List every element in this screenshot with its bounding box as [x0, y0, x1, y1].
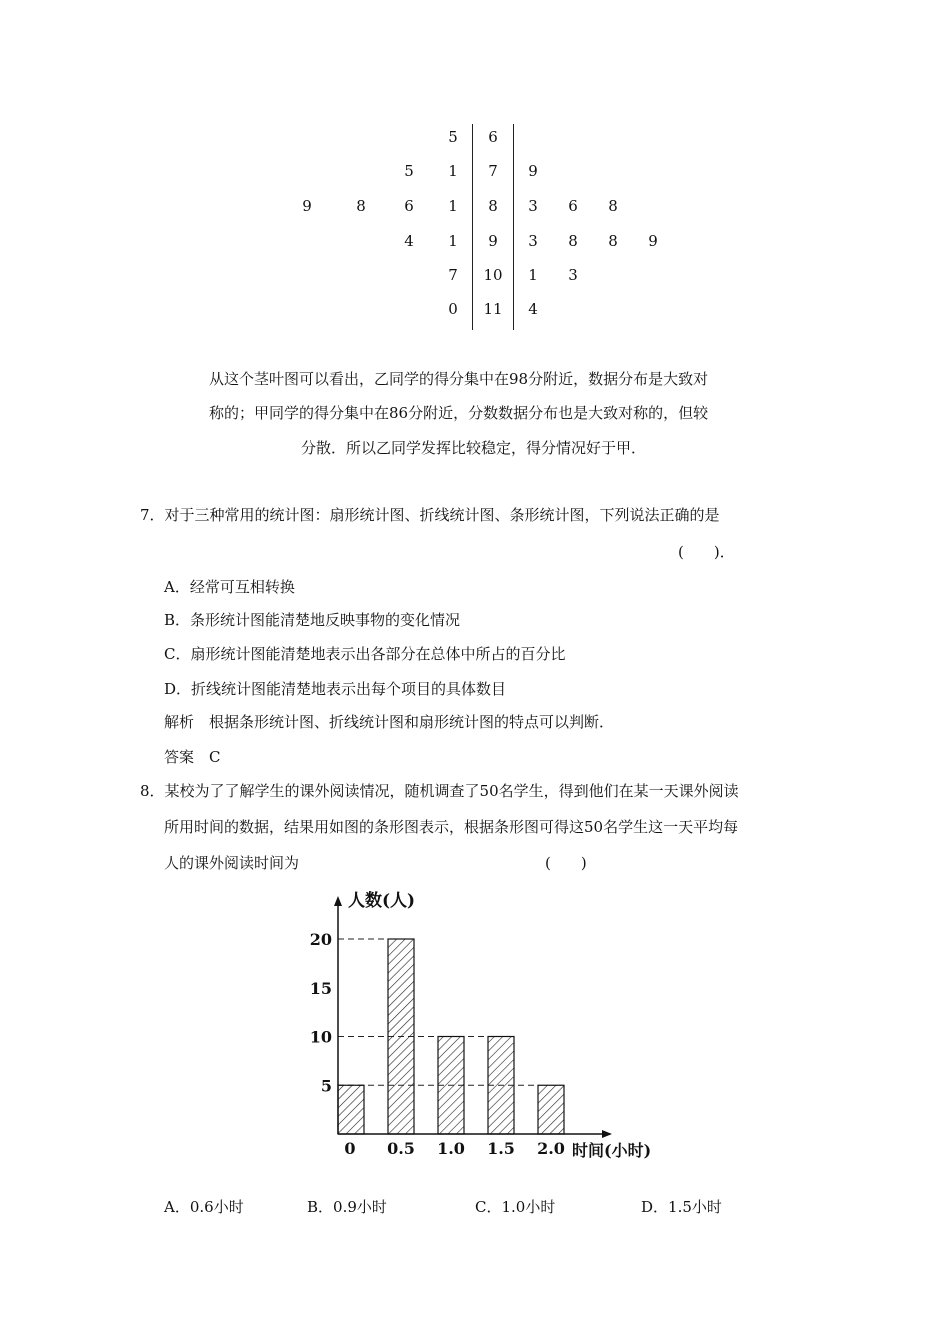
q7-option-a: A．经常可互相转换	[164, 578, 295, 596]
q8-line-3: 人的课外阅读时间为	[164, 854, 300, 872]
bar	[538, 1085, 564, 1134]
right-leaf: 1	[528, 266, 538, 284]
right-leaf: 8	[568, 232, 578, 250]
y-tick-label: 5	[320, 1076, 332, 1096]
x-axis-title: 时间(小时)	[572, 1141, 652, 1160]
q8-line-2: 所用时间的数据，结果用如图的条形图表示，根据条形图可得这50名学生这一天平均每	[164, 818, 739, 836]
q8-option-d: D．1.5小时	[641, 1198, 722, 1216]
stem: 10	[483, 266, 503, 284]
x-axis-arrow	[602, 1130, 612, 1138]
y-tick-label: 10	[309, 1027, 332, 1047]
x-tick-label: 0.5	[387, 1139, 415, 1158]
left-leaf: 8	[356, 197, 366, 215]
analysis-line-3: 分散．所以乙同学发挥比较稳定，得分情况好于甲．	[301, 439, 647, 457]
left-leaf: 6	[404, 197, 414, 215]
right-leaf: 8	[608, 232, 618, 250]
analysis-line-1: 从这个茎叶图可以看出，乙同学的得分集中在98分附近，数据分布是大致对	[209, 370, 709, 388]
q8-line-1: 8．某校为了了解学生的课外阅读情况，随机调查了50名学生，得到他们在某一天课外阅读	[140, 782, 739, 800]
left-leaf: 1	[448, 232, 458, 250]
y-axis-title: 人数(人)	[348, 891, 416, 911]
y-axis-arrow	[334, 896, 342, 906]
stem: 11	[483, 300, 503, 318]
q8-bracket: ( )	[545, 854, 587, 872]
right-leaf: 4	[528, 300, 538, 318]
right-leaf: 3	[528, 232, 538, 250]
stem: 8	[488, 197, 498, 215]
q7-analysis: 解析 根据条形统计图、折线统计图和扇形统计图的特点可以判断．	[164, 713, 615, 731]
q7-option-b: B．条形统计图能清楚地反映事物的变化情况	[164, 611, 461, 629]
bar	[488, 1037, 514, 1135]
x-tick-label: 0	[344, 1139, 356, 1158]
left-leaf: 0	[448, 300, 458, 318]
bar	[338, 1085, 364, 1134]
right-leaf: 9	[648, 232, 658, 250]
y-tick-label: 20	[309, 930, 332, 949]
stem: 6	[488, 128, 498, 146]
left-leaf: 5	[404, 162, 414, 180]
q8-option-c: C．1.0小时	[475, 1198, 556, 1216]
stem-leaf-divider-right	[513, 124, 514, 330]
bar	[388, 939, 414, 1134]
x-tick-label: 2.0	[537, 1139, 565, 1158]
stem: 7	[488, 162, 498, 180]
right-leaf: 9	[528, 162, 538, 180]
q7-bracket: ( )．	[678, 543, 735, 561]
right-leaf: 3	[528, 197, 538, 215]
left-leaf: 5	[448, 128, 458, 146]
analysis-line-2: 称的；甲同学的得分集中在86分附近，分数数据分布也是大致对称的，但较	[209, 404, 709, 422]
left-leaf: 1	[448, 162, 458, 180]
x-tick-label: 1.5	[487, 1139, 515, 1158]
left-leaf: 4	[404, 232, 414, 250]
q8-option-b: B．0.9小时	[307, 1198, 387, 1216]
left-leaf: 1	[448, 197, 458, 215]
q7-stem: 7．对于三种常用的统计图：扇形统计图、折线统计图、条形统计图，下列说法正确的是	[140, 506, 720, 524]
q8-option-a: A．0.6小时	[164, 1198, 244, 1216]
q7-answer: 答案 C	[164, 748, 221, 766]
q7-option-d: D．折线统计图能清楚地表示出每个项目的具体数目	[164, 680, 507, 698]
right-leaf: 8	[608, 197, 618, 215]
y-tick-label: 15	[309, 978, 332, 998]
left-leaf: 9	[302, 197, 312, 215]
stem: 9	[488, 232, 498, 250]
reading-time-bar-chart	[309, 888, 680, 1168]
left-leaf: 7	[448, 266, 458, 284]
right-leaf: 3	[568, 266, 578, 284]
right-leaf: 6	[568, 197, 578, 215]
bar	[438, 1037, 464, 1135]
x-tick-label: 1.0	[437, 1139, 465, 1158]
q7-option-c: C．扇形统计图能清楚地表示出各部分在总体中所占的百分比	[164, 645, 566, 663]
stem-leaf-divider-left	[472, 124, 473, 330]
